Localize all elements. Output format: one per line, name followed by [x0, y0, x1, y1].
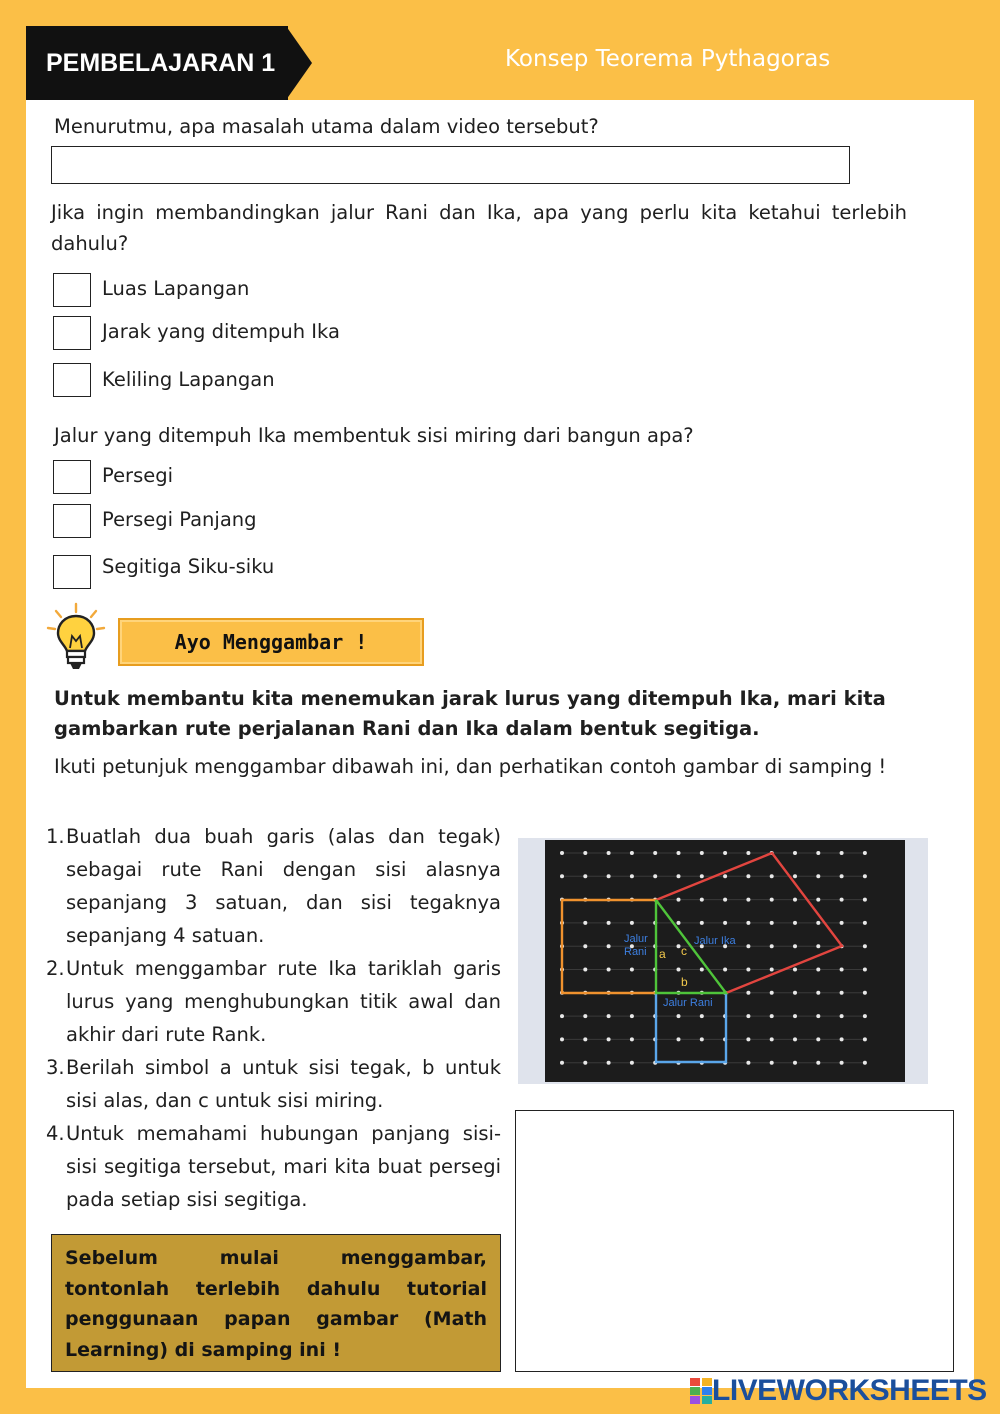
option-persegi-checkbox[interactable] [53, 460, 91, 494]
geoboard-peg [607, 921, 611, 925]
geoboard-peg [746, 991, 750, 995]
geoboard-peg [863, 968, 867, 972]
lesson-tag: PEMBELAJARAN 1 [26, 26, 288, 100]
geoboard-peg [700, 921, 704, 925]
step-item [46, 1117, 501, 1216]
geoboard-peg [653, 874, 657, 878]
label-jalur-rani-2: Rani [624, 946, 647, 958]
geoboard-peg [863, 1037, 867, 1041]
geoboard-peg [793, 991, 797, 995]
step-number: 2. [46, 957, 65, 980]
step-list [46, 820, 501, 1216]
geoboard-peg [630, 1061, 634, 1065]
label-jalur-rani-bottom: Jalur Rani [663, 997, 713, 1009]
geoboard-peg [746, 851, 750, 855]
geoboard-peg [746, 1037, 750, 1041]
geoboard-peg [746, 921, 750, 925]
step-item [46, 1051, 501, 1117]
geoboard-peg [770, 874, 774, 878]
geoboard-peg [630, 851, 634, 855]
option-label: Persegi [102, 464, 174, 487]
geoboard-peg [816, 944, 820, 948]
geoboard-peg [677, 851, 681, 855]
step-number: 3. [46, 1056, 65, 1079]
tutorial-note: Sebelum mulai menggambar, tontonlah terlebih dahulu tutorial penggunaan papan gambar (Math Learning) di samping ini ! [51, 1234, 501, 1372]
liveworksheets-brand [690, 1374, 987, 1408]
geoboard-peg [840, 1014, 844, 1018]
option-segitiga-siku-checkbox[interactable] [53, 555, 91, 589]
geoboard-peg [607, 874, 611, 878]
geoboard-peg [560, 1014, 564, 1018]
activity-banner: Ayo Menggambar ! [118, 618, 424, 666]
geoboard-peg [630, 1014, 634, 1018]
geoboard-peg [816, 851, 820, 855]
activity-instruction: Ikuti petunjuk menggambar dibawah ini, dan perhatikan contoh gambar di samping ! [54, 755, 887, 778]
activity-intro: Untuk membantu kita menemukan jarak lurus yang ditempuh Ika, mari kita gambarkan rute perjalanan Rani dan Ika dalam bentuk segitiga. [54, 687, 886, 740]
geoboard-peg [793, 1014, 797, 1018]
geoboard-peg [793, 898, 797, 902]
geoboard-peg [863, 874, 867, 878]
option-persegi-panjang-checkbox[interactable] [53, 504, 91, 538]
geoboard-peg [746, 874, 750, 878]
geoboard-peg [560, 851, 564, 855]
geoboard-peg [793, 874, 797, 878]
geoboard-peg [700, 1037, 704, 1041]
geoboard-peg [607, 944, 611, 948]
geoboard-peg [583, 1014, 587, 1018]
geoboard-peg [770, 898, 774, 902]
liveworksheets-logo-icon [690, 1378, 712, 1404]
geoboard-peg [863, 851, 867, 855]
geoboard-peg [840, 851, 844, 855]
geoboard-peg [723, 968, 727, 972]
geoboard-peg [560, 1061, 564, 1065]
geoboard-peg [583, 851, 587, 855]
geoboard-peg [560, 1037, 564, 1041]
geoboard-peg [723, 874, 727, 878]
geoboard-peg [793, 851, 797, 855]
geoboard-peg [746, 968, 750, 972]
geoboard-peg [863, 898, 867, 902]
geoboard-peg [700, 898, 704, 902]
step-text: Untuk menggambar rute Ika tariklah garis lurus yang menghubungkan titik awal dan akhir dari rute Rank. [66, 957, 501, 1046]
geoboard-peg [816, 1014, 820, 1018]
geoboard-peg [770, 1061, 774, 1065]
label-b: b [681, 975, 688, 989]
geoboard-peg [700, 968, 704, 972]
geoboard-peg [793, 944, 797, 948]
option-label: Keliling Lapangan [102, 368, 275, 391]
geoboard-peg [607, 1037, 611, 1041]
geoboard-peg [816, 1037, 820, 1041]
geoboard-peg [677, 1037, 681, 1041]
geoboard-peg [560, 874, 564, 878]
geoboard-peg [840, 1061, 844, 1065]
geoboard-example-image [518, 838, 928, 1084]
label-jalur-ika: Jalur Ika [694, 935, 736, 947]
geoboard-peg [863, 921, 867, 925]
geoboard-peg [793, 1037, 797, 1041]
option-label: Luas Lapangan [102, 277, 250, 300]
geoboard-peg [583, 921, 587, 925]
geoboard-peg [840, 1037, 844, 1041]
geoboard-peg [770, 921, 774, 925]
geoboard-peg [700, 851, 704, 855]
option-keliling-lapangan-checkbox[interactable] [53, 363, 91, 397]
geoboard-peg [630, 1037, 634, 1041]
geoboard-peg [677, 874, 681, 878]
geoboard-peg [630, 874, 634, 878]
geoboard-peg [863, 991, 867, 995]
step-text: Berilah simbol a untuk sisi tegak, b untuk sisi alas, dan c untuk sisi miring. [66, 1056, 501, 1112]
question-1-answer-input[interactable] [51, 146, 850, 184]
label-c: c [681, 944, 687, 958]
geoboard-peg [583, 944, 587, 948]
geoboard-peg [607, 1014, 611, 1018]
geoboard-peg [723, 898, 727, 902]
geoboard-peg [677, 1014, 681, 1018]
geoboard-peg [746, 1061, 750, 1065]
geoboard-peg [746, 898, 750, 902]
geoboard-peg [607, 851, 611, 855]
geoboard-peg [793, 1061, 797, 1065]
geoboard-peg [700, 874, 704, 878]
geoboard-peg [816, 968, 820, 972]
geoboard-peg [630, 921, 634, 925]
geoboard-peg [863, 1061, 867, 1065]
step-number: 4. [46, 1122, 65, 1145]
question-2-text: Jika ingin membandingkan jalur Rani dan Ika, apa yang perlu kita ketahui terlebih dahulu? [51, 201, 907, 255]
topic-title: Konsep Teorema Pythagoras [505, 46, 831, 72]
brand-name: LIVEWORKSHEETS [712, 1374, 987, 1407]
label-a: a [659, 947, 666, 961]
geoboard-peg [840, 874, 844, 878]
geoboard-peg [816, 898, 820, 902]
geoboard-peg [607, 968, 611, 972]
option-label: Jarak yang ditempuh Ika [102, 320, 340, 343]
geoboard-peg [583, 874, 587, 878]
step-text: Buatlah dua buah garis (alas dan tegak) sebagai rute Rani dengan sisi alasnya sepanjang 3 satuan, dan sisi tegaknya sepanjang 4 satuan. [66, 825, 501, 947]
drawing-area[interactable] [515, 1110, 954, 1372]
geoboard-peg [677, 898, 681, 902]
step-item [46, 820, 501, 952]
question-3-text: Jalur yang ditempuh Ika membentuk sisi miring dari bangun apa? [54, 424, 694, 447]
geoboard-peg [770, 944, 774, 948]
geoboard-peg [723, 851, 727, 855]
option-luas-lapangan-checkbox[interactable] [53, 273, 91, 307]
geoboard-peg [770, 1014, 774, 1018]
lightbulb-icon [44, 602, 108, 676]
geoboard-peg [863, 944, 867, 948]
geoboard-peg [746, 1014, 750, 1018]
question-1-text: Menurutmu, apa masalah utama dalam video tersebut? [54, 115, 599, 138]
geoboard-peg [583, 1037, 587, 1041]
geoboard-peg [816, 991, 820, 995]
geoboard-peg [770, 968, 774, 972]
geoboard-peg [770, 991, 774, 995]
geoboard-peg [816, 1061, 820, 1065]
geoboard-peg [840, 991, 844, 995]
geoboard-peg [700, 1014, 704, 1018]
geoboard-peg [816, 921, 820, 925]
geoboard-svg [518, 838, 928, 1084]
geoboard-peg [723, 921, 727, 925]
geoboard-peg [746, 944, 750, 948]
geoboard-peg [863, 1014, 867, 1018]
geoboard-peg [677, 968, 681, 972]
option-label: Segitiga Siku-siku [102, 555, 275, 578]
geoboard-peg [583, 968, 587, 972]
geoboard-peg [677, 921, 681, 925]
geoboard-peg [840, 968, 844, 972]
lesson-tag-arrow [286, 26, 312, 100]
geoboard-peg [793, 968, 797, 972]
step-number: 1. [46, 825, 65, 848]
geoboard-peg [840, 921, 844, 925]
geoboard-peg [630, 968, 634, 972]
step-item [46, 952, 501, 1051]
geoboard-peg [607, 1061, 611, 1065]
label-jalur-rani-1: Jalur [624, 933, 648, 945]
geoboard-peg [653, 851, 657, 855]
geoboard-peg [770, 1037, 774, 1041]
step-text: Untuk memahami hubungan panjang sisi-sisi segitiga tersebut, mari kita buat persegi pada setiap sisi segitiga. [66, 1122, 501, 1211]
geoboard-peg [583, 1061, 587, 1065]
geoboard-peg [677, 944, 681, 948]
geoboard-peg [793, 921, 797, 925]
option-label: Persegi Panjang [102, 508, 257, 531]
option-jarak-ika-checkbox[interactable] [53, 316, 91, 350]
geoboard-peg [816, 874, 820, 878]
geoboard-peg [840, 898, 844, 902]
